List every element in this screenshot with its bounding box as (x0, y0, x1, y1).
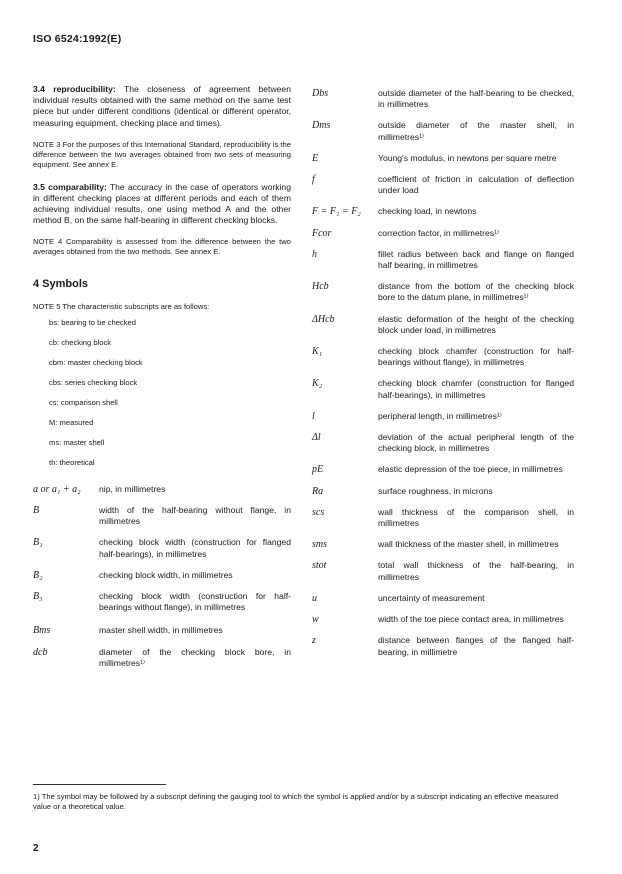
symbol-row (312, 314, 574, 336)
symbol-row (312, 346, 574, 368)
symbol-description: correction factor, in millimetres¹⁾ (378, 227, 500, 238)
symbol: f (312, 174, 315, 186)
note-4: NOTE 4 Comparability is assessed from the difference between the two averages obtained from the two methods. See annex E. (33, 236, 291, 256)
symbol: B₁ (33, 537, 43, 549)
definition-reproducibility: 3.4 reproducibility: The closeness of agreement between individual results obtained with the same method on the same test piece but under different conditions (identical or different operator, measuring equipment, checking place and times). (33, 84, 291, 128)
symbol: h (312, 248, 317, 260)
symbol-description: outside diameter of the half-bearing to be checked, in millimetres (378, 88, 574, 110)
symbol: Dbs (312, 88, 329, 99)
subscript-item: M: measured (49, 417, 94, 427)
symbol-row (312, 507, 574, 529)
footnote-divider (33, 784, 166, 785)
symbol-row (312, 153, 574, 164)
symbol: K₂ (312, 378, 323, 390)
subscript-item: cs: comparison shell (49, 397, 118, 407)
symbol: z (312, 635, 316, 647)
symbol-row (312, 411, 574, 422)
symbol: E (312, 152, 319, 164)
symbol-row (312, 432, 574, 454)
symbol: Dms (312, 120, 331, 132)
subscript-item: cbs: series checking block (49, 377, 138, 387)
note-5: NOTE 5 The characteristic subscripts are as follows: (33, 301, 210, 311)
footnote: 1) The symbol may be followed by a subscript defining the gauging tool to which the symbol is applied and/or by a subscript indicating an effective measured value or a theoretical value. (33, 792, 559, 811)
symbol-row (33, 625, 291, 636)
symbol: Fcor (312, 227, 332, 239)
symbol-row (312, 539, 574, 550)
subscript-item: ms: master shell (49, 437, 105, 447)
symbol-description: distance from the bottom of the checking block bore to the datum plane, in millimetres¹⁾ (378, 281, 574, 303)
subscript-item: bs: bearing to be checked (49, 317, 136, 327)
symbol-description: diameter of the checking block bore, in millimetres¹⁾ (99, 646, 291, 668)
symbol: w (312, 614, 319, 626)
symbol: F = F₁ = F₂ (312, 206, 361, 218)
symbol-description: checking block width (construction for flanged half-bearings), in millimetres (99, 537, 291, 559)
definition-comparability: 3.5 comparability: The accuracy in the case of operators working in different checking places at different periods and each of them achieving individual results, one using method A and the other method B, on the same half-bearing in different checking blocks. (33, 181, 291, 226)
symbol: l (312, 410, 315, 422)
page-header: ISO 6524:1992(E) (33, 33, 122, 45)
symbol-description: wall thickness of the master shell, in millimetres (378, 539, 559, 550)
symbol: stot (312, 560, 327, 572)
symbol-row (312, 614, 574, 625)
subscript-item: cb: checking block (49, 337, 112, 347)
symbol-description: wall thickness of the comparison shell, in millimetres (378, 506, 574, 529)
symbol-row (312, 174, 574, 196)
symbol: dcb (33, 646, 48, 658)
symbol-description: master shell width, in millimetres (99, 625, 223, 636)
symbol-row (33, 591, 291, 613)
subscript-item: cbm: master checking block (49, 357, 143, 367)
symbol-row (312, 88, 574, 110)
symbol-row (33, 537, 291, 559)
symbol-row (33, 484, 291, 495)
symbol-row (33, 570, 291, 581)
right-column (312, 88, 574, 658)
symbol-description: checking block width, in millimetres (99, 569, 233, 580)
symbol: K₁ (312, 346, 323, 358)
symbol: B₃ (33, 591, 43, 603)
symbol-row (312, 206, 574, 217)
symbol-description: nip, in millimetres (99, 483, 166, 494)
symbol-description: deviation of the actual peripheral length of the checking block, in millimetres (378, 432, 574, 454)
symbol: pE (312, 464, 324, 476)
symbol-description: elastic deformation of the height of the checking block under load, in millimetres (378, 313, 574, 335)
symbol: ΔHcb (312, 313, 335, 325)
symbol-description: checking load, in newtons (378, 206, 477, 217)
subscript-list (33, 318, 291, 468)
symbol-description: coefficient of friction in calculation of deflection under load (378, 174, 574, 196)
symbol: Bms (33, 625, 51, 637)
symbol-row (312, 378, 574, 400)
symbol: Hcb (312, 281, 329, 293)
symbol-description: peripheral length, in millimetres¹⁾ (378, 410, 502, 421)
symbol-row (312, 249, 574, 271)
page-number: 2 (33, 843, 39, 854)
symbol-description: checking block width (construction for half-bearings without flange), in millimetres (99, 591, 291, 613)
section-heading-symbols: 4 Symbols (33, 277, 89, 290)
symbol-description: width of the half-bearing without flange, in millimetres (99, 505, 291, 527)
symbol-description: checking block chamfer (construction for half-bearings without flange), in millimetres (378, 346, 574, 368)
symbol-row (312, 228, 574, 239)
symbol-row (312, 560, 574, 582)
symbol-description: outside diameter of the master shell, in millimetres¹⁾ (378, 120, 574, 142)
symbol-row (33, 647, 291, 669)
subscript-item: th: theoretical (49, 457, 95, 467)
symbol: B₂ (33, 569, 43, 581)
symbol-row (312, 486, 574, 497)
symbol: scs (312, 506, 325, 518)
symbol: Δl (312, 432, 321, 444)
symbol-row (312, 281, 574, 303)
symbol-description: Young's modulus, in newtons per square metre (378, 152, 557, 163)
symbol-description: surface roughness, in microns (378, 485, 493, 496)
left-column (33, 84, 291, 669)
symbol: Ra (312, 485, 324, 497)
symbol-description: checking block chamfer (construction for flanged half-bearings), in millimetres (378, 378, 574, 400)
note-3: NOTE 3 For the purposes of this International Standard, reproducibility is the difference between the two averages obtained from two sets of measuring equipment. See annex E. (33, 139, 291, 169)
symbol-description: distance between flanges of the flanged half-bearing, in millimetre (378, 635, 574, 657)
symbol-row (312, 120, 574, 142)
symbol-description: total wall thickness of the half-bearing, in millimetres (378, 560, 574, 582)
symbol-description: elastic depression of the toe piece, in millimetres (378, 464, 563, 475)
symbol-row (312, 464, 574, 475)
symbol: u (312, 592, 317, 604)
symbol-description: width of the toe piece contact area, in millimetres (378, 614, 564, 625)
symbol-row (33, 505, 291, 527)
symbol-list-left (33, 484, 291, 669)
symbol-description: fillet radius between back and flange on flanged half bearing, in millimetres (378, 248, 574, 271)
symbol-description: uncertainty of measurement (378, 592, 485, 603)
symbol-row (312, 593, 574, 604)
symbol: B (33, 505, 40, 517)
symbol: a or a₁ + a₂ (33, 483, 81, 495)
symbol: sms (312, 539, 328, 551)
symbol-row (312, 635, 574, 657)
